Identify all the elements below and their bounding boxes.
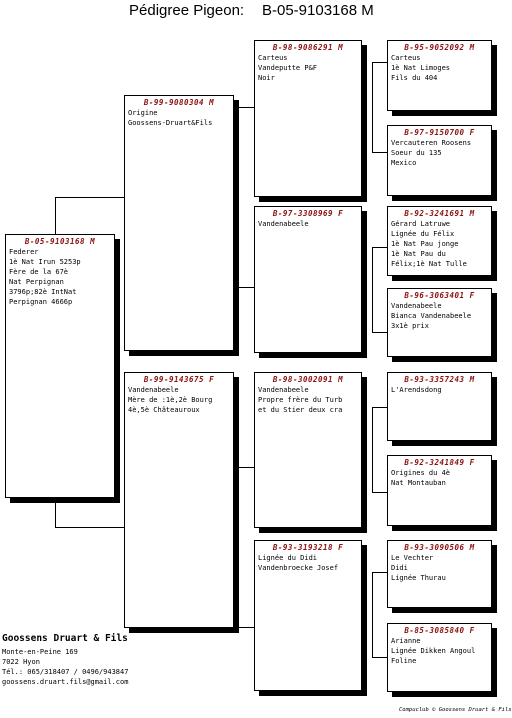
ring-number: B-85-3085840 F [404,626,475,635]
pigeon-card-gen4-3 [387,206,492,276]
pigeon-card-sire [124,95,234,351]
pigeon-card-dam-dam [254,540,362,691]
ring-number: B-92-3241691 M [404,209,475,218]
pigeon-notes: Vandenabeele Propre frère du Turb et du Stier deux cra [258,386,343,414]
pigeon-notes: Carteus Vandeputte P&F Noir [258,54,318,82]
ring-number: B-97-3308969 F [272,209,344,218]
ring-number: B-97-9150700 F [404,128,475,137]
pigeon-notes: Gérard Latruwe Lignée du Félix 1è Nat Pau jonge 1è Nat Pau du Félix;1è Nat Tulle [391,220,467,268]
pigeon-card-sire-dam [254,206,362,353]
pigeon-notes: Vandenabeele Mère de :1è,2è Bourg 4è,5è Châteauroux [128,386,213,414]
software-credit: Compuclub © Goossens Druart & Fils [399,707,512,713]
pigeon-notes: Arianne Lignée Dikken Angoul Foline [391,637,476,665]
pigeon-card-gen4-4 [387,288,492,357]
pigeon-notes: Federer 1è Nat Irun 5253p Fère de la 67è Nat Perpignan 3796p;82è IntNat Perpignan 4666p [9,248,81,306]
breeder-phone: Tél.: 065/318407 / 0496/943847 [2,668,129,676]
pigeon-card-dam-sire [254,372,362,528]
ring-number: B-96-3063401 F [404,291,475,300]
breeder-name: Goossens Druart & Fils [2,633,128,644]
page-title [0,2,500,20]
ring-number: B-92-3241849 F [404,458,475,467]
title-label: Pédigree Pigeon: [129,2,245,19]
pigeon-card-sire-sire [254,40,362,197]
breeder-info [2,632,128,687]
pigeon-notes: Carteus 1è Nat Limoges Fils du 404 [391,54,451,82]
pigeon-notes: L'Arendsdong [391,386,442,394]
pigeon-card-gen4-8 [387,623,492,692]
pigeon-card-gen4-7 [387,540,492,608]
breeder-email: goossens.druart.fils@gmail.com [2,678,129,686]
pigeon-card-gen4-2 [387,125,492,196]
ring-number: B-93-3357243 M [404,375,475,384]
pigeon-card-dam [124,372,234,628]
ring-number: B-99-9080304 M [143,98,215,107]
pigeon-card-gen4-5 [387,372,492,441]
pigeon-card-gen4-6 [387,455,492,526]
ring-number: B-05-9103168 M [24,237,96,246]
ring-number: B-95-9052092 M [404,43,475,52]
pigeon-notes: Vandenabeele [258,220,309,228]
ring-number: B-99-9143675 F [143,375,215,384]
ring-number: B-98-9086291 M [272,43,344,52]
ring-number: B-93-3193218 F [272,543,344,552]
pigeon-notes: Vandenabeele Bianca Vandenabeele 3x1è prix [391,302,472,330]
ring-number: B-98-3002091 M [272,375,344,384]
title-ring-number: B-05-9103168 M [262,2,374,19]
pigeon-card-gen4-1 [387,40,492,111]
breeder-city: 7022 Hyon [2,658,40,666]
breeder-address: Monte-en-Peine 169 [2,648,78,656]
ring-number: B-93-3090506 M [404,543,475,552]
pigeon-card-subject [5,234,115,498]
pigeon-notes: Lignée du Didi Vandenbroecke Josef [258,554,339,572]
pigeon-notes: Origines du 4è Nat Montauban [391,469,451,487]
pigeon-notes: Vercauteren Roosens Soeur du 135 Mexico [391,139,472,167]
pigeon-notes: Origine Goossens-Druart&Fils [128,109,213,127]
pigeon-notes: Le Vechter Didi Lignée Thurau [391,554,446,582]
